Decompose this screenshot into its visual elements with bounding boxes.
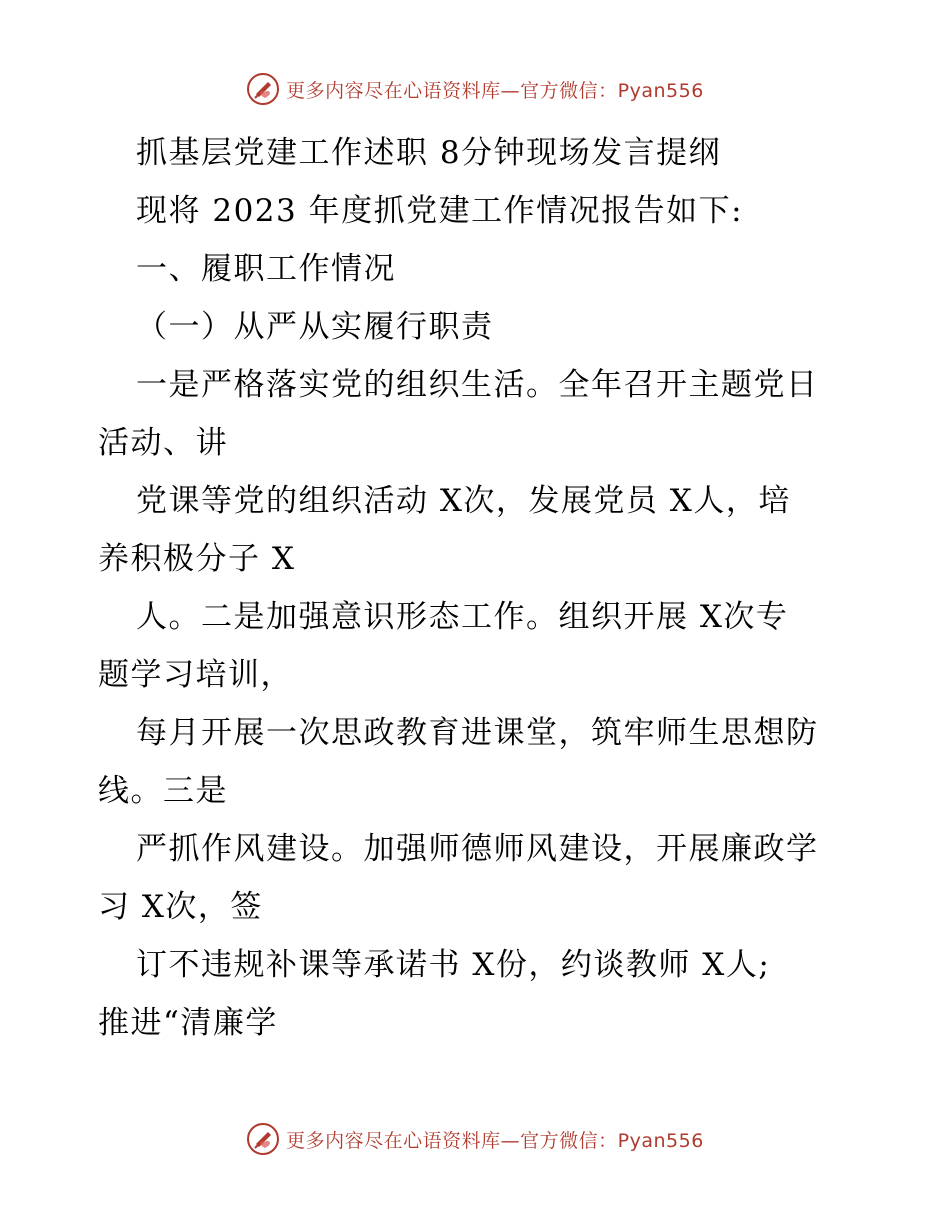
document-title: 抓基层党建工作述职 8分钟现场发言提纲 bbox=[136, 135, 722, 171]
paragraph-line: 党课等党的组织活动 X次，发展党员 X人，培 bbox=[136, 483, 791, 519]
pen-heart-logo-icon bbox=[246, 72, 280, 106]
header-watermark bbox=[0, 72, 950, 106]
watermark-text: 更多内容尽在心语资料库—官方微信：Pyan556 bbox=[286, 79, 704, 102]
subsection-heading: （一）从严从实履行职责 bbox=[136, 309, 494, 345]
paragraph-line: 一是严格落实党的组织生活。全年召开主题党日 bbox=[136, 367, 819, 403]
document-body bbox=[98, 124, 858, 1052]
paragraph-line: 活动、讲 bbox=[98, 425, 228, 461]
paragraph-line: 习 X次，签 bbox=[98, 889, 263, 925]
paragraph-line: 严抓作风建设。加强师德师风建设，开展廉政学 bbox=[136, 831, 819, 867]
paragraph-line: 每月开展一次思政教育进课堂，筑牢师生思想防 bbox=[136, 715, 819, 751]
paragraph-line: 推进“清廉学 bbox=[98, 1005, 278, 1041]
section-heading: 一、履职工作情况 bbox=[136, 251, 396, 287]
footer-watermark bbox=[0, 1122, 950, 1156]
watermark-text: 更多内容尽在心语资料库—官方微信：Pyan556 bbox=[286, 1129, 704, 1152]
paragraph-line: 养积极分子 X bbox=[98, 541, 296, 577]
paragraph-line: 订不违规补课等承诺书 X份，约谈教师 X人; bbox=[136, 947, 771, 983]
paragraph-line: 线。三是 bbox=[98, 773, 228, 809]
pen-heart-logo-icon bbox=[246, 1122, 280, 1156]
paragraph-line: 人。二是加强意识形态工作。组织开展 X次专 bbox=[136, 599, 789, 635]
paragraph-line: 现将 2023 年度抓党建工作情况报告如下: bbox=[136, 193, 744, 229]
paragraph-line: 题学习培训， bbox=[98, 657, 293, 693]
